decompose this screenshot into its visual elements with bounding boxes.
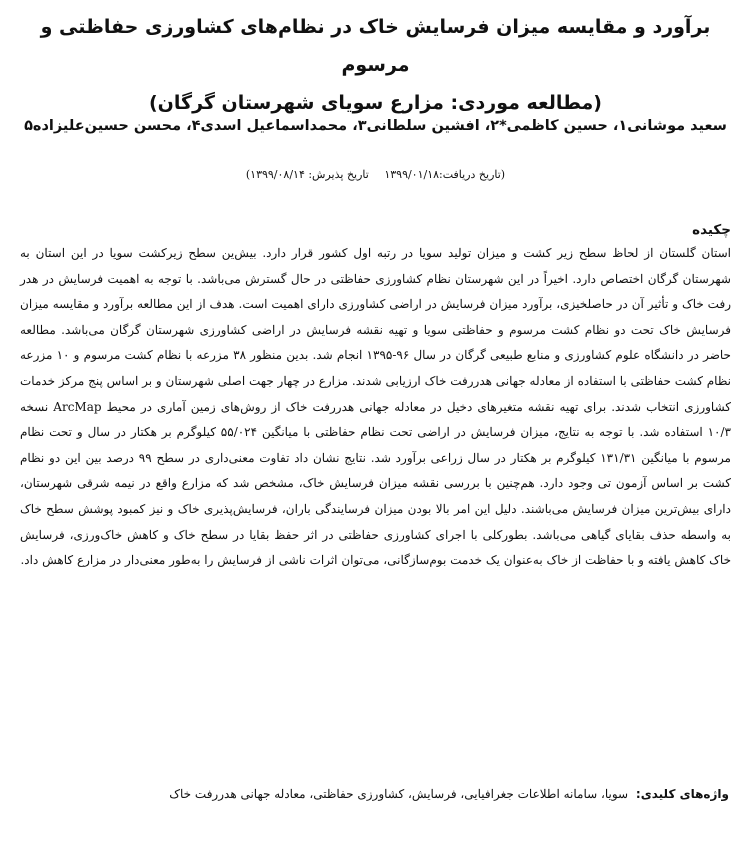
accepted-date: تاریخ پذیرش: ۱۳۹۹/۰۸/۱۴) (245, 168, 369, 181)
paper-title (20, 8, 731, 122)
keywords-label: واژه‌های کلیدی: (635, 787, 729, 801)
keywords (20, 784, 729, 804)
abstract-heading: چکیده (692, 222, 731, 238)
submission-dates (20, 166, 731, 184)
title-line-1: برآورد و مقایسه میزان فرسایش خاک در نظام‌های کشاورزی حفاظتی و مرسوم (40, 16, 711, 76)
received-date: (تاریخ دریافت:۱۳۹۹/۰۱/۱۸ (384, 168, 506, 181)
keywords-text: سویا، سامانه اطلاعات جغرافیایی، فرسایش، کشاورزی حفاظتی، معادله جهانی هدررفت خاک (169, 787, 629, 801)
abstract-text: استان گلستان از لحاظ سطح زیر کشت و میزان تولید سویا در رتبه اول کشور قرار دارد. بیش‌ین سطح زیرکشت سویا در این استان به شهرستان گرگان اختصاص دارد. اخیراً در این شهرستان نظام کشاورزی حفاظتی در حال گسترش می‌باشد. با توجه به اهمیت فرسایش در هدر رفت خاک و تأثیر آن در حاصلخیزی، برآورد میزان فرسایش در اراضی کشاورزی دارای اهمیت است. هدف از این مطالعه برآورد و مقایسه میزان فرسایش خاک تحت دو نظام کشت مرسوم و حفاظتی سویا و تهیه نقشه فرسایش در اراضی کشاورزی شهرستان گرگان می‌باشد. مطالعه حاضر در دانشگاه علوم کشاورزی و منابع طبیعی گرگان در سال ۹۶-۱۳۹۵ انجام شد. بدین منظور ۳۸ مزرعه با نظام کشت مرسوم و ۱۰ مزرعه نظام کشت حفاظتی با استفاده از معادله جهانی هدررفت خاک ارزیابی شدند. مزارع در چهار جهت اصلی شهرستان و بر اساس پنج مرکز خدمات کشاورزی انتخاب شدند. برای تهیه نقشه متغیرهای دخیل در معادله جهانی هدررفت خاک از روش‌های زمین آماری در محیط ArcMap نسخه ۱۰/۳ استفاده شد. با توجه به نتایج، میزان فرسایش در اراضی تحت نظام حفاظتی با میانگین ۵۵/۰۲۴ کیلوگرم بر هکتار در سال و تحت نظام مرسوم با میانگین ۱۳۱/۳۱ کیلوگرم بر هکتار در سال زراعی برآورد شد. نتایج نشان داد تفاوت معنی‌داری در سطح ۹۹ درصد بین این دو نظام کشت بر اساس آزمون تی وجود دارد. هم‌چنین با بررسی نقشه میزان فرسایش خاک، مشخص شد که مزارع واقع در نیمه شرقی شهرستان، دارای بیش‌ترین میزان فرسایش می‌باشند. دلیل این امر بالا بودن میزان فرسایندگی باران، فرسایش‌پذیری خاک و نیز کمبود پوشش سطح خاک به واسطه حذف بقایای گیاهی می‌باشد. بطورکلی با اجرای کشاورزی حفاظتی در اثر حفظ بقایا در سطح خاک و کاهش خاک‌ورزی، فرسایش خاک کاهش یافته و با حفاظت از خاک به‌عنوان یک خدمت بوم‌سازگانی، می‌توان اثرات ناشی از فرسایش را به‌طور معنی‌دار در مزارع کاهش داد. (20, 246, 732, 568)
title-line-2: (مطالعه موردی: مزارع سویای شهرستان گرگان) (148, 92, 602, 114)
author-list: سعید موشانی۱، حسین کاظمی*۲، افشین سلطانی۳، محمداسماعیل اسدی۴، محسن حسین‌علیزاده۵ (24, 118, 727, 134)
